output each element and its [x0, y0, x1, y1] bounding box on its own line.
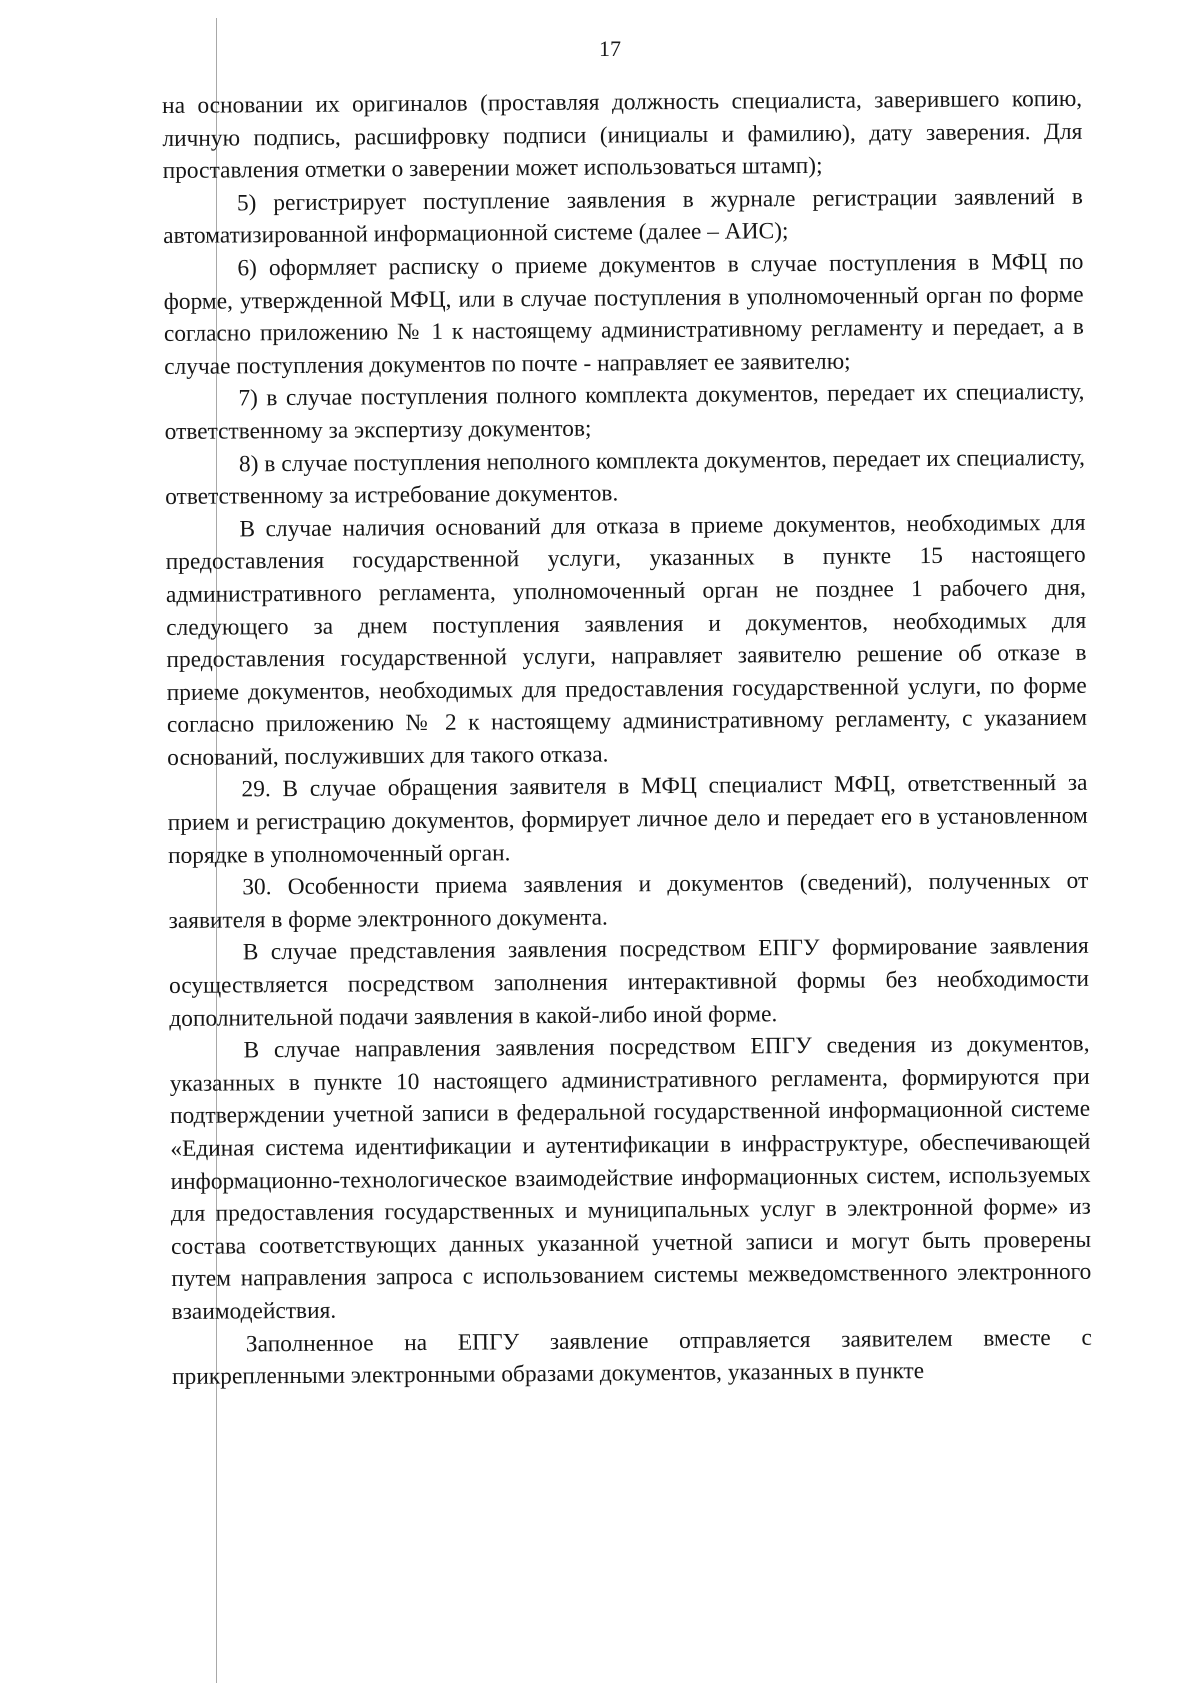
paragraph-1: на основании их оригиналов (проставляя должность специалиста, заверившего копию, личную подпись, расшифровку подписи (инициалы и фамилию), дату заверения. Для проставления отметки о заверении может использоваться штамп);	[162, 85, 1083, 185]
paragraph-7: 29. В случае обращения заявителя в МФЦ специалист МФЦ, ответственный за прием и регистрацию документов, формирует личное дело и передает его в установленном порядке в уполномоченный орган.	[167, 770, 1088, 869]
paragraph-3: 6) оформляет расписку о приеме документов в случае поступления в МФЦ по форме, утвержденной МФЦ, или в случае поступления в уполномоченный орган по форме согласно приложению № 1 к настоящему административному регламенту и передает, а в случае поступления документов по почте - направляет ее заявителю;	[163, 248, 1084, 380]
paragraph-6: В случае наличия оснований для отказа в приеме документов, необходимых для предоставления государственной услуги, указанных в пункте 15 настоящего административного регламента, уполномоченный орган не позднее 1 рабочего дня, следующего за днем поступления заявления и документов, необходимых для предоставления государственной услуги, направляет заявителю решение об отказе в приеме документов, необходимых для предоставления государственной услуги, по форме согласно приложению № 2 к настоящему административному регламенту, с указанием оснований, послуживших для такого отказа.	[165, 509, 1088, 771]
paragraph-11: Заполненное на ЕПГУ заявление отправляется заявителем вместе с прикрепленными электронными образами документов, указанных в пункте	[172, 1324, 1092, 1391]
paragraph-4: 7) в случае поступления полного комплекта документов, передает их специалисту, ответственному за экспертизу документов;	[164, 379, 1085, 445]
paragraph-10: В случае направления заявления посредством ЕПГУ сведения из документов, указанных в пункте 10 настоящего административного регламента, формируются при подтверждении учетной записи в федеральной государственной информационной системе «Единая система идентификации и аутентификации в инфраструктуре, обеспечивающей информационно-технологическое взаимодействие информационных систем, используемых для предоставления государственных и муниципальных услуг в электронной форме» из состава соответствующих данных указанной учетной записи и могут быть проверены путем направления запроса с использованием системы межведомственного электронного взаимодействия.	[169, 1030, 1092, 1325]
page-number: 17	[599, 36, 621, 61]
paragraph-8: 30. Особенности приема заявления и документов (сведений), полученных от заявителя в форме электронного документа.	[168, 868, 1089, 934]
paragraph-9: В случае представления заявления посредством ЕПГУ формирование заявления осуществляется посредством заполнения интерактивной формы без необходимости дополнительной подачи заявления в какой-либо иной форме.	[168, 933, 1090, 1032]
document-body	[162, 83, 1092, 1394]
paragraph-5: 8) в случае поступления неполного комплекта документов, передает их специалисту, ответственному за истребование документов.	[165, 444, 1086, 511]
paragraph-2: 5) регистрирует поступление заявления в журнале регистрации заявлений в автоматизированной информационной системе (далее – АИС);	[163, 183, 1083, 250]
